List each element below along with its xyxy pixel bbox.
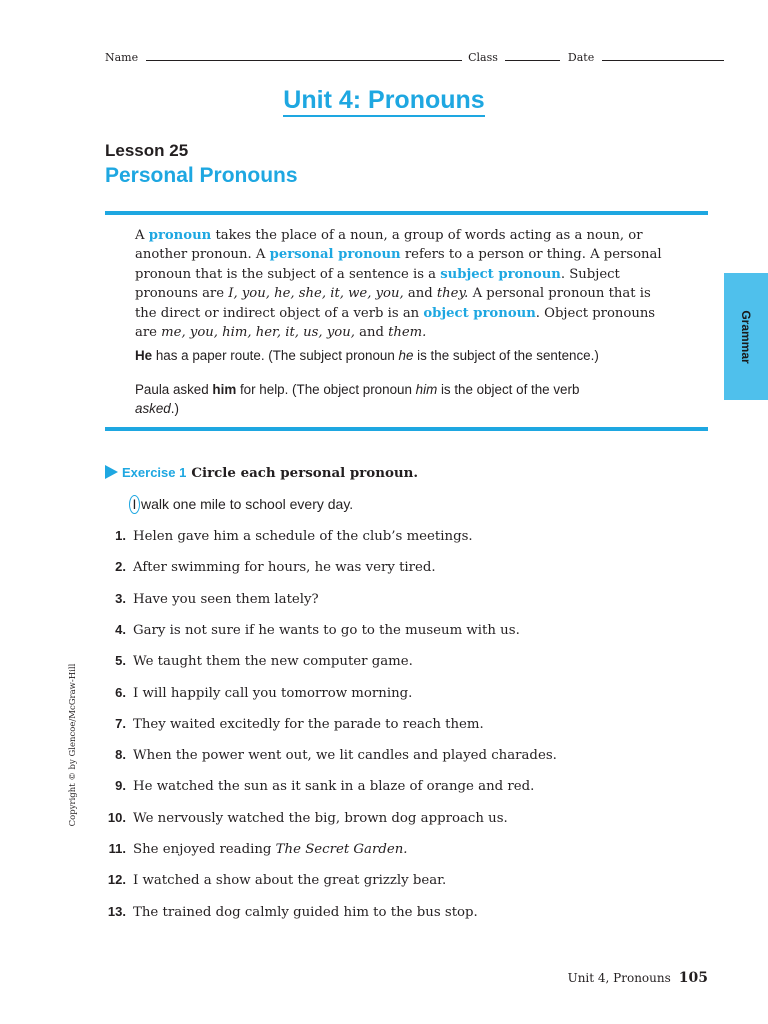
item-number: 2. xyxy=(115,559,126,575)
item-sentence[interactable]: She enjoyed reading xyxy=(133,842,276,857)
exercise-item xyxy=(100,591,700,611)
item-sentence[interactable]: I watched a show about the great grizzly bear. xyxy=(133,873,447,889)
exercise-item xyxy=(100,778,700,798)
item-sentence[interactable]: Gary is not sure if he wants to go to the museum with us. xyxy=(133,622,520,638)
exercise-item xyxy=(100,904,700,924)
example-sentence-1: He has a paper route. (The subject pronoun he is the subject of the sentence.) xyxy=(135,348,599,363)
circled-pronoun: I xyxy=(129,495,140,514)
exercise-item xyxy=(100,872,700,892)
arrow-right-icon xyxy=(105,465,118,479)
intro-paragraph: A pronoun takes the place of a noun, a group of words acting as a noun, or another pronoun. A personal pronoun refers to a person or thing. A personal pronoun that is the subject of a sentence is a subject pronoun. Subject pronouns are I, you, he, she, it, we, you, and they. A personal pronoun that is the direct or indirect object of a verb is an object pronoun. Object pronouns are me, you, him, her, it, us, you, and them. xyxy=(135,228,662,341)
item-number: 9. xyxy=(115,778,126,794)
bottom-rule xyxy=(105,427,708,431)
exercise-item xyxy=(100,747,700,767)
exercise-item xyxy=(100,559,700,579)
name-label: Name xyxy=(105,51,139,64)
item-title-italic[interactable]: The Secret Garden. xyxy=(275,842,408,857)
item-number: 3. xyxy=(115,590,126,606)
class-line xyxy=(505,50,560,61)
footer-section: Unit 4, Pronouns xyxy=(567,971,671,985)
item-number: 10. xyxy=(107,809,126,825)
page-footer xyxy=(470,970,708,986)
date-line xyxy=(602,50,724,61)
item-sentence[interactable]: He watched the sun as it sank in a blaze of orange and red. xyxy=(133,779,535,795)
class-label: Class xyxy=(468,51,498,64)
item-number: 12. xyxy=(107,872,126,888)
item-number: 6. xyxy=(115,684,126,700)
item-number: 13. xyxy=(107,903,126,919)
worked-example: I walk one mile to school every day. xyxy=(129,495,353,514)
date-label: Date xyxy=(567,51,595,64)
exercise-item xyxy=(100,528,700,548)
copyright-notice: Copyright © by Glencoe/McGraw-Hill xyxy=(68,663,78,827)
grammar-side-tab: Grammar xyxy=(724,273,768,400)
exercise-label: Exercise 1 xyxy=(122,465,187,480)
unit-title: Unit 4: Pronouns xyxy=(0,86,768,115)
exercise-item xyxy=(100,841,700,861)
item-sentence[interactable]: We taught them the new computer game. xyxy=(133,654,413,670)
exercise-instruction: Circle each personal pronoun. xyxy=(191,465,419,481)
item-sentence[interactable]: Helen gave him a schedule of the club’s meetings. xyxy=(133,529,473,544)
item-number: 1. xyxy=(115,528,126,543)
name-line xyxy=(146,50,462,61)
example-sentence-2: Paula asked him for help. (The object pronoun him is the object of the verb asked.) xyxy=(135,382,580,416)
term-object-pronoun: object pronoun xyxy=(423,305,536,321)
term-subject-pronoun: subject pronoun xyxy=(440,266,561,282)
item-sentence[interactable]: When the power went out, we lit candles and played charades. xyxy=(133,748,557,764)
item-sentence[interactable]: Have you seen them lately? xyxy=(133,591,319,607)
item-number: 5. xyxy=(115,653,126,669)
exercise-item xyxy=(100,685,700,705)
item-sentence[interactable]: They waited excitedly for the parade to reach them. xyxy=(133,716,484,732)
exercise-heading xyxy=(105,465,418,481)
item-sentence[interactable]: I will happily call you tomorrow morning. xyxy=(133,685,413,701)
item-sentence[interactable]: We nervously watched the big, brown dog approach us. xyxy=(133,810,508,826)
exercise-item xyxy=(100,716,700,736)
item-number: 7. xyxy=(115,715,126,731)
worksheet-header xyxy=(105,50,708,64)
page-number: 105 xyxy=(678,970,708,986)
exercise-item xyxy=(100,653,700,673)
top-rule xyxy=(105,211,708,215)
item-number: 8. xyxy=(115,747,126,763)
lesson-title: Personal Pronouns xyxy=(105,164,298,187)
item-number: 11. xyxy=(108,841,126,856)
lesson-label: Lesson 25 xyxy=(105,141,189,160)
item-sentence[interactable]: After swimming for hours, he was very tired. xyxy=(133,560,436,576)
term-pronoun: pronoun xyxy=(148,228,212,243)
term-personal-pronoun: personal pronoun xyxy=(269,247,401,263)
exercise-item xyxy=(100,622,700,642)
exercise-item xyxy=(100,810,700,830)
item-number: 4. xyxy=(115,621,126,637)
item-sentence[interactable]: The trained dog calmly guided him to the bus stop. xyxy=(133,904,478,920)
